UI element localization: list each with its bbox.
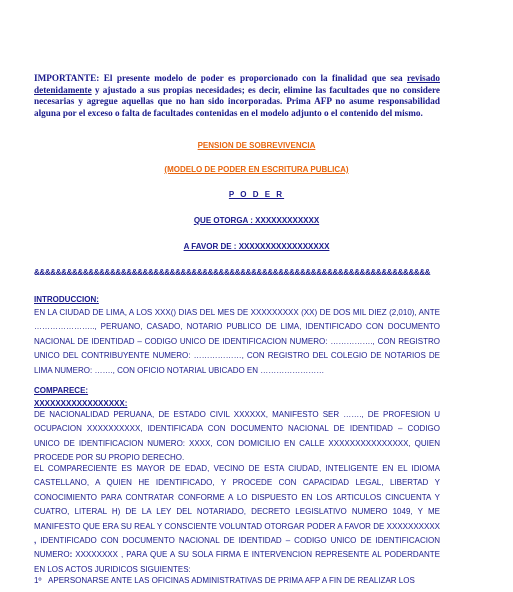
comparece-text-1: DE NACIONALIDAD PERUANA, DE ESTADO CIVIL XXXXXX, MANIFESTO SER ……., DE PROFESION U OCUPACION XXXXXXXXXX, IDENTIFICADA CON DOCUMENTO NACIONAL DE IDENTIDAD – CODIGO UNICO DE IDENTIFICACION NUMERO: XXXX, CON DOMICILIO EN CALLE XXXXXXXXXXXXXXX, QUIEN PROCEDE POR SU PROPIO DERECHO. xyxy=(34,410,440,463)
pension-heading: PENSION DE SOBREVIVENCIA xyxy=(197,141,316,150)
comparece-text-2b: IDENTIFICADO CON DOCUMENTO NACIONAL DE IDENTIDAD – CODIGO UNICO DE IDENTIFICACION NUMERO xyxy=(34,536,440,560)
comparece-text-2 xyxy=(34,462,440,577)
introduccion-text: EN LA CIUDAD DE LIMA, A LOS XXX() DIAS DEL MES DE XXXXXXXXX (XX) DE DOS MIL DIEZ (2,010), ANTE ………………….., PERUANO, CASADO, NOTARIO PUBLICO DE LIMA, IDENTIFICADO CON DOCUMENTO NACIONAL DE IDENTIDAD – CODIGO UNICO DE IDENTIFICACION NUMERO: ……………., CON REGISTRO UNICO DEL CONTRIBUYENTE NUMERO: ………………, CON REGISTRO DEL COLEGIO DE NOTARIOS DE LIMA NUMERO: ……., CON OFICIO NOTARIAL UBICADO EN …………………… xyxy=(34,308,440,375)
item-1-text: APERSONARSE ANTE LAS OFICINAS ADMINISTRATIVAS DE PRIMA AFP A FIN DE REALIZAR LOS xyxy=(48,576,415,585)
item-1-number: 1º xyxy=(34,576,42,585)
comparece-text-2-bold1: , xyxy=(34,536,37,546)
important-notice xyxy=(34,73,440,119)
favor-heading: A FAVOR DE : XXXXXXXXXXXXXXXXX xyxy=(183,242,330,251)
important-text-before: El presente modelo de poder es proporcionado con la finalidad que sea xyxy=(99,73,407,83)
comparece-text-2-bold2: : xyxy=(69,550,73,560)
separator-line: &&&&&&&&&&&&&&&&&&&&&&&&&&&&&&&&&&&&&&&&&&&&&&&&&&&&&&&&&&&&&&&&&&&&&&&&& xyxy=(34,268,431,277)
comparece-text-2c: XXXXXXXX , PARA QUE A SU SOLA FIRMA E INTERVENCION REPRESENTE AL PODERDANTE EN LOS ACTOS JURIDICOS SIGUIENTES: xyxy=(34,550,440,574)
modelo-heading: (MODELO DE PODER EN ESCRITURA PUBLICA) xyxy=(164,165,349,174)
item-1 xyxy=(34,574,440,588)
poder-heading: P O D E R xyxy=(228,190,285,199)
comparece-title: COMPARECE: xyxy=(34,386,89,395)
comparece-name: XXXXXXXXXXXXXXXXX: xyxy=(34,399,128,408)
comparece-text-2a: EL COMPARECIENTE ES MAYOR DE EDAD, VECINO DE ESTA CIUDAD, INTELIGENTE EN EL IDIOMA CASTELLANO, A QUIEN HE IDENTIFICADO, Y PROCEDE CON CAPACIDAD LEGAL, LIBERTAD Y CONOCIMIENTO PARA CONTRATAR CONFORME A LO DISPUESTO EN LOS ARTICULOS CINCUENTA Y CUATRO, LITERAL H) DE LA LEY DEL NOTARIADO, DECRETO LEGISLATIVO NUMERO 1049, Y ME MANIFESTO QUE ERA SU REAL Y CONSCIENTE VOLUNTAD OTORGAR PODER A FAVOR DE XXXXXXXXXX xyxy=(34,464,440,531)
important-underlined: revisado detenidamente xyxy=(34,73,440,95)
introduccion-title: INTRODUCCION: xyxy=(34,295,99,304)
otorga-heading: QUE OTORGA : XXXXXXXXXXXX xyxy=(193,216,320,225)
important-label: IMPORTANTE: xyxy=(34,73,100,83)
important-text-after: y ajustado a sus propias necesidades; es decir, elimine las facultades que no considere necesarias y agregue aquellas que no han sido incorporadas. Prima AFP no asume responsabilidad alguna por el exceso o falta de facultades contenidas en el modelo adjunto o el contenido del mismo. xyxy=(34,84,440,118)
